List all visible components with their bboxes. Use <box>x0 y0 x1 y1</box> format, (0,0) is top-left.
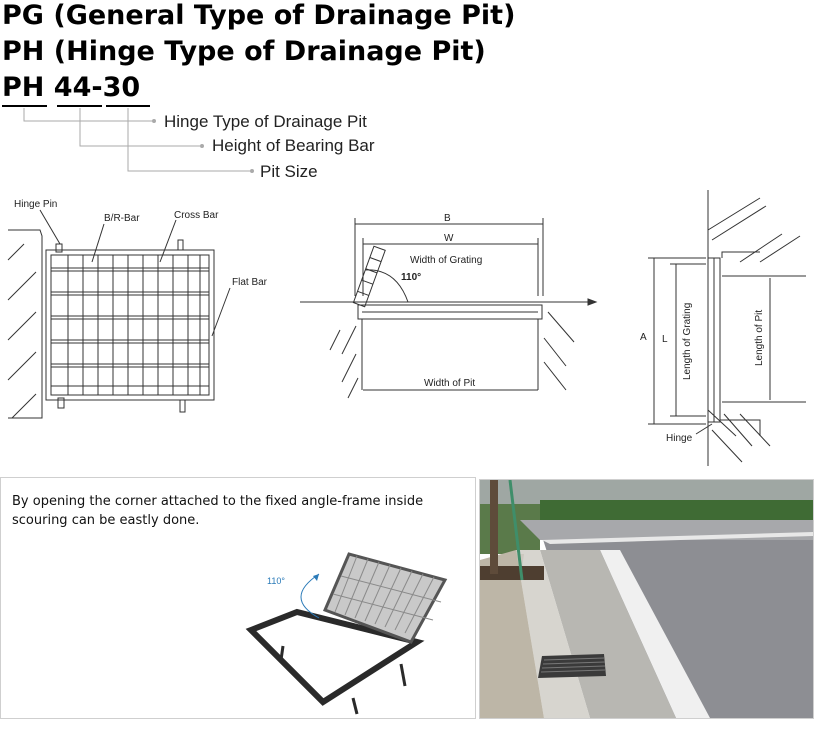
label-a: A <box>640 332 647 343</box>
legend-bar-height: Height of Bearing Bar <box>212 136 375 155</box>
label-angle-110: 110° <box>401 272 422 283</box>
explanation-text: By opening the corner attached to the fixed angle-frame inside scouring can be eastly done. <box>12 494 424 528</box>
opened-grating-illustration <box>1 478 475 718</box>
legend-hinge-type: Hinge Type of Drainage Pit <box>164 112 367 131</box>
label-length-of-grating: Length of Grating <box>682 302 693 380</box>
label-w: W <box>444 233 454 244</box>
label-width-of-grating: Width of Grating <box>410 255 483 266</box>
street-photo <box>479 479 814 719</box>
label-width-of-pit: Width of Pit <box>424 378 476 389</box>
title-general-type: PG (General Type of Drainage Pit) <box>2 0 516 31</box>
explanation-panel <box>0 477 476 719</box>
illustration-angle-label: 110° <box>267 576 285 586</box>
label-br-bar: B/R-Bar <box>104 213 140 224</box>
label-length-of-pit: Length of Pit <box>754 309 765 366</box>
street-scene <box>480 480 813 718</box>
title-hinge-type: PH (Hinge Type of Drainage Pit) <box>2 36 486 67</box>
label-l: L <box>662 334 668 345</box>
label-cross-bar: Cross Bar <box>174 210 219 221</box>
label-hinge-pin: Hinge Pin <box>14 199 58 210</box>
label-hinge: Hinge <box>666 433 693 444</box>
label-flat-bar: Flat Bar <box>232 277 268 288</box>
label-b: B <box>444 213 451 224</box>
legend-pit-size: Pit Size <box>260 162 318 181</box>
product-code: PH 44-30 <box>2 72 141 103</box>
